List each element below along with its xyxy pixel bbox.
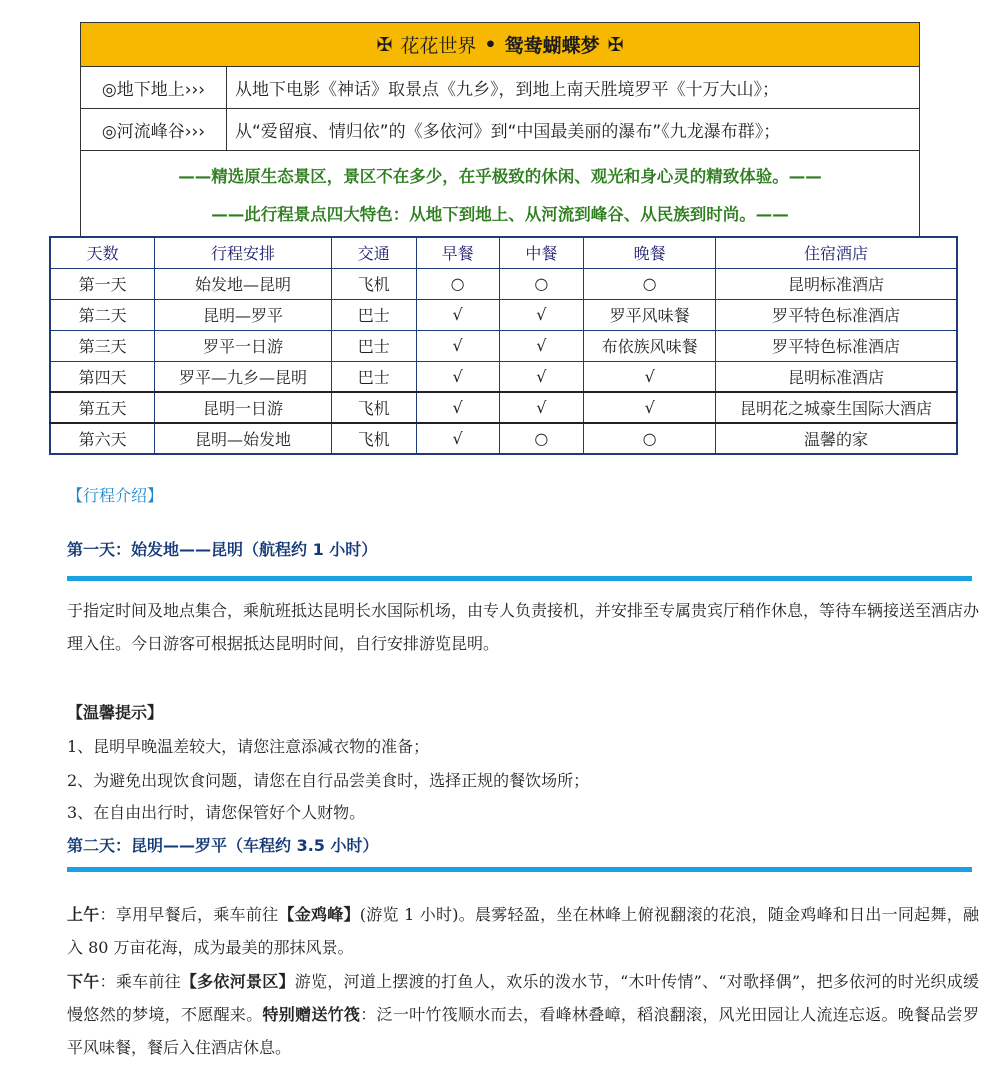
table-cell: 罗平特色标准酒店 [716,299,957,330]
table-cell: √ [416,423,499,454]
day-title: 第二天：昆明——罗平（车程约 3.5 小时） [67,836,379,855]
table-cell: 巴士 [331,330,416,361]
table-cell: √ [499,361,584,392]
table-cell: 布依族风味餐 [584,330,716,361]
divider [67,576,972,581]
morning-spot: 【金鸡峰】 [278,905,360,924]
table-cell: 飞机 [331,392,416,423]
afternoon-spot: 【多依河景区】 [180,972,295,991]
table-cell: 昆明一日游 [155,392,332,423]
morning-paragraph [67,898,979,964]
cross-icon: ✠ [607,33,624,56]
table-cell: √ [416,392,499,423]
column-header: 晚餐 [584,237,716,268]
table-cell: 第三天 [50,330,155,361]
table-header-row [50,237,957,268]
cross-icon: ✠ [376,33,393,56]
column-header: 中餐 [499,237,584,268]
table-cell: √ [499,299,584,330]
table-cell: ○ [584,423,716,454]
table-cell: √ [416,299,499,330]
table-cell: 昆明标准酒店 [716,268,957,299]
afternoon-text: 游览，河道上摆渡的打鱼人，欢乐的泼水节，“木叶传情”、“对歌择偶”，把多依河的时光织成缓慢悠然的梦境，不愿醒来。 [67,972,979,1024]
table-cell: 昆明标准酒店 [716,361,957,392]
table-cell: 巴士 [331,361,416,392]
table-cell: 罗平风味餐 [584,299,716,330]
table-cell: √ [499,330,584,361]
feature-row-key: ◎地下地上››› [81,67,227,108]
table-cell: 第四天 [50,361,155,392]
feature-row [81,67,919,109]
afternoon-paragraph [67,965,979,1064]
table-cell: 昆明—罗平 [155,299,332,330]
table-row [50,423,957,454]
feature-box [80,22,920,237]
divider [67,867,972,872]
feature-notes [81,151,919,237]
feature-row-key: ◎河流峰谷››› [81,109,227,150]
table-row [50,330,957,361]
table-cell: 昆明花之城豪生国际大酒店 [716,392,957,423]
table-cell: ○ [499,268,584,299]
afternoon-label: 下午 [67,972,100,991]
table-cell: ○ [584,268,716,299]
table-cell: 昆明—始发地 [155,423,332,454]
feature-row-value: 从地下电影《神话》取景点《九乡》，到地上南天胜境罗平《十万大山》； [235,80,779,100]
table-row [50,361,957,392]
morning-label: 上午 [67,905,100,924]
table-cell: 温馨的家 [716,423,957,454]
table-cell: 罗平特色标准酒店 [716,330,957,361]
day-description: 于指定时间及地点集合，乘航班抵达昆明长水国际机场，由专人负责接机，并安排至专属贵宾厅稍作休息，等待车辆接送至酒店办理入住。今日游客可根据抵达昆明时间，自行安排游览昆明。 [67,601,980,653]
table-cell: 始发地—昆明 [155,268,332,299]
tip-item: 2、为避免出现饮食问题，请您在自行品尝美食时，选择正规的餐饮场所； [67,771,590,790]
feature-row [81,109,919,151]
table-cell: 飞机 [331,268,416,299]
column-header: 早餐 [416,237,499,268]
section-title: 【行程介绍】 [67,486,164,505]
table-cell: 巴士 [331,299,416,330]
tip-item: 3、在自由出行时，请您保管好个人财物。 [67,803,366,822]
column-header: 行程安排 [155,237,332,268]
column-header: 住宿酒店 [716,237,957,268]
table-cell: √ [499,392,584,423]
feature-title-right: 鸳鸯蝴蝶梦 [504,35,600,57]
table-row [50,299,957,330]
tip-item: 1、昆明早晚温差较大，请您注意添减衣物的准备； [67,737,430,756]
feature-note: ——此行程景点四大特色：从地下到地上、从河流到峰谷、从民族到时尚。—— [211,205,789,224]
table-cell: 第二天 [50,299,155,330]
afternoon-gift: 特别赠送竹筏 [262,1005,361,1024]
table-cell: 第一天 [50,268,155,299]
feature-title-left: 花花世界 [400,35,477,57]
table-cell: ○ [499,423,584,454]
feature-note: ——精选原生态景区，景区不在多少，在乎极致的休闲、观光和身心灵的精致体验。—— [178,167,822,186]
bullet-dot: • [484,33,497,56]
feature-row-value: 从“爱留痕、情归依”的《多依河》到“中国最美丽的瀑布”《九龙瀑布群》； [235,122,781,142]
morning-text: ：享用早餐后，乘车前往 [99,905,279,924]
table-cell: 罗平一日游 [155,330,332,361]
table-cell: √ [584,361,716,392]
afternoon-text: ：泛一叶竹筏顺水而去，看峰林叠嶂，稻浪翻滚，风光田园让人流连忘返。晚餐品尝罗平风味餐，餐后入住酒店休息。 [67,1005,979,1057]
tips-title: 【温馨提示】 [67,703,164,722]
table-cell: 第五天 [50,392,155,423]
morning-text: (游览 1 小时)。晨雾轻盈，坐在林峰上俯视翻滚的花浪，随金鸡峰和日出一同起舞，融入 80 万亩花海，成为最美的那抹风景。 [67,905,979,957]
table-cell: ○ [416,268,499,299]
table-row [50,392,957,423]
table-cell: √ [416,361,499,392]
table-row [50,268,957,299]
afternoon-text: ：乘车前往 [99,972,181,991]
day-title: 第一天：始发地——昆明（航程约 1 小时） [67,540,378,559]
table-cell: √ [584,392,716,423]
schedule-table [49,236,958,455]
table-cell: 飞机 [331,423,416,454]
column-header: 天数 [50,237,155,268]
table-cell: √ [416,330,499,361]
column-header: 交通 [331,237,416,268]
table-cell: 第六天 [50,423,155,454]
table-cell: 罗平—九乡—昆明 [155,361,332,392]
feature-header [81,23,919,67]
